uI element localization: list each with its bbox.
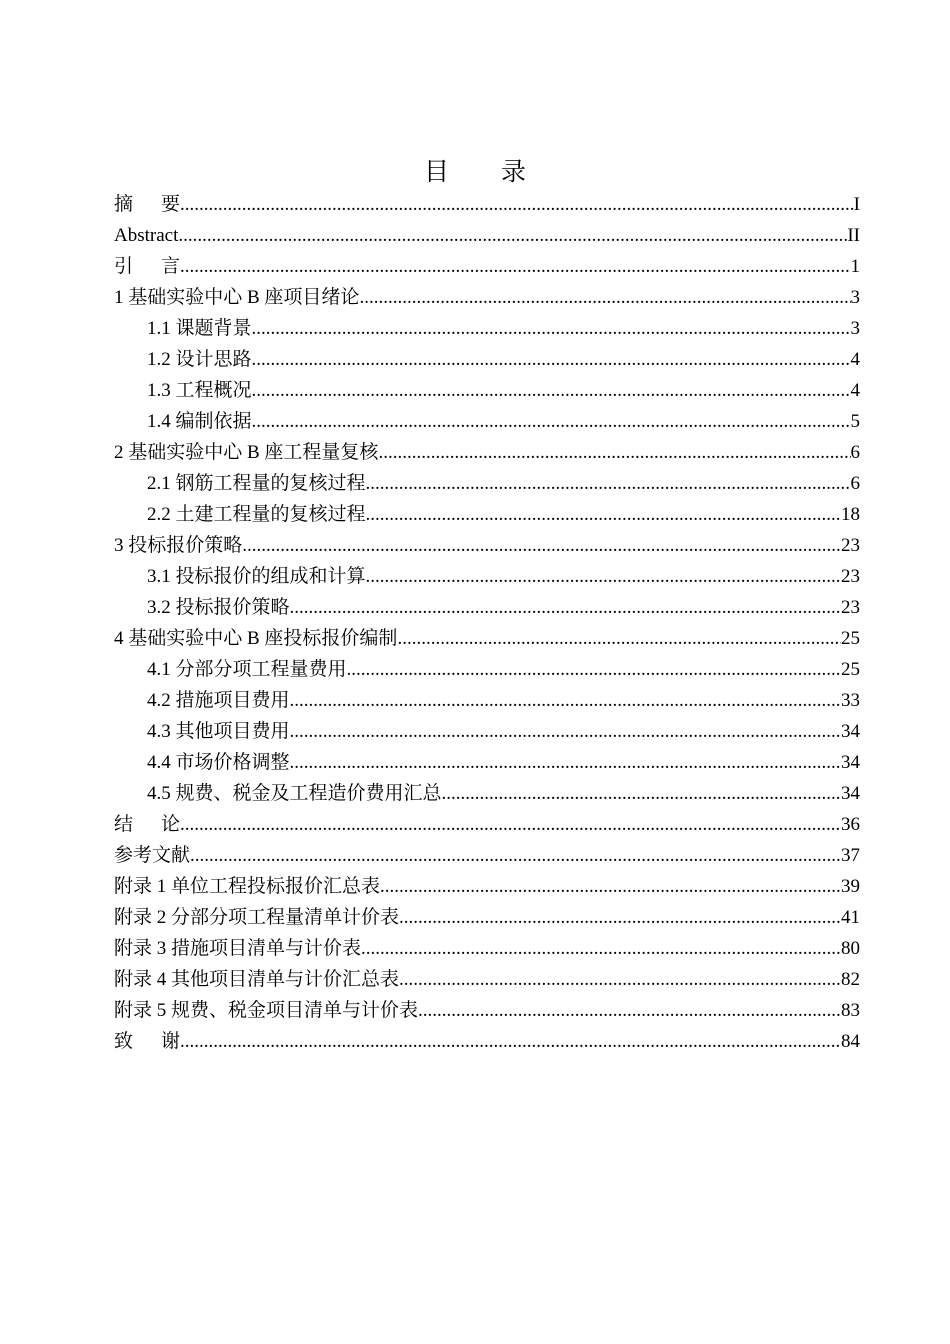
toc-entry-page: 18	[841, 504, 860, 525]
toc-leader-dots	[290, 685, 841, 716]
toc-entry[interactable]	[114, 375, 860, 406]
toc-leader-dots	[399, 964, 841, 995]
toc-leader-dots	[252, 313, 851, 344]
toc-entry-page: 39	[841, 876, 860, 897]
toc-leader-dots	[290, 747, 841, 778]
toc-entry[interactable]	[114, 282, 860, 313]
toc-entry-label: 4.2 措施项目费用	[147, 690, 290, 711]
toc-entry[interactable]	[114, 561, 860, 592]
toc-leader-dots	[359, 282, 850, 313]
toc-entry-label: 1 基础实验中心 B 座项目绪论	[114, 287, 360, 308]
toc-entry[interactable]	[114, 406, 860, 437]
toc-entry-label: 附录 3 措施项目清单与计价表	[114, 938, 362, 959]
toc-entry-label: 4.4 市场价格调整	[147, 752, 290, 773]
toc-entry[interactable]	[114, 623, 860, 654]
toc-entry-label: 附录 5 规费、税金项目清单与计价表	[114, 1000, 419, 1021]
toc-leader-dots	[180, 251, 850, 282]
toc-entry-page: 6	[850, 442, 860, 463]
toc-entry-label: 3.1 投标报价的组成和计算	[147, 566, 366, 587]
toc-entry-page: 41	[841, 907, 860, 928]
toc-entry-label: 4.5 规费、税金及工程造价费用汇总	[147, 783, 442, 804]
toc-entry-label: 3.2 投标报价策略	[147, 597, 290, 618]
toc-entry[interactable]	[114, 251, 860, 282]
toc-leader-dots	[361, 933, 841, 964]
toc-entry-label: 4 基础实验中心 B 座投标报价编制	[114, 628, 398, 649]
toc-entry[interactable]	[114, 933, 860, 964]
table-of-contents	[114, 189, 860, 1057]
toc-entry[interactable]	[114, 344, 860, 375]
toc-entry-label: 致谢	[114, 1031, 181, 1052]
toc-entry-label: 1.3 工程概况	[147, 380, 252, 401]
toc-entry[interactable]	[114, 747, 860, 778]
toc-leader-dots	[180, 809, 841, 840]
toc-leader-dots	[252, 375, 851, 406]
toc-entry-page: 82	[841, 969, 860, 990]
toc-leader-dots	[418, 995, 841, 1026]
toc-leader-dots	[378, 437, 850, 468]
toc-leader-dots	[366, 561, 841, 592]
toc-entry-label: 1.1 课题背景	[147, 318, 252, 339]
toc-entry-page: I	[853, 194, 860, 215]
toc-leader-dots	[178, 220, 847, 251]
toc-entry-page: 23	[841, 566, 860, 587]
toc-entry-label: 引言	[114, 256, 181, 277]
toc-entry[interactable]	[114, 840, 860, 871]
toc-entry-label: 3 投标报价策略	[114, 535, 243, 556]
toc-entry[interactable]	[114, 809, 860, 840]
toc-entry-page: 84	[841, 1031, 860, 1052]
toc-leader-dots	[290, 716, 841, 747]
toc-entry-page: 83	[841, 1000, 860, 1021]
toc-leader-dots	[366, 468, 851, 499]
toc-entry-page: 37	[841, 845, 860, 866]
toc-entry[interactable]	[114, 220, 860, 251]
toc-leader-dots	[442, 778, 841, 809]
toc-entry-page: 34	[841, 752, 860, 773]
toc-leader-dots	[242, 530, 841, 561]
toc-leader-dots	[366, 499, 841, 530]
toc-entry-page: 4	[850, 349, 860, 370]
toc-entry[interactable]	[114, 871, 860, 902]
toc-entry-label: 结论	[114, 814, 181, 835]
toc-entry-page: 3	[850, 318, 860, 339]
toc-entry-page: 23	[841, 535, 860, 556]
toc-leader-dots	[347, 654, 841, 685]
toc-entry[interactable]	[114, 499, 860, 530]
toc-title: 目录	[423, 157, 578, 186]
toc-entry-label: 1.4 编制依据	[147, 411, 252, 432]
toc-entry[interactable]	[114, 468, 860, 499]
toc-entry[interactable]	[114, 530, 860, 561]
toc-leader-dots	[290, 592, 841, 623]
toc-leader-dots	[190, 840, 841, 871]
toc-entry[interactable]	[114, 685, 860, 716]
toc-entry-page: 34	[841, 783, 860, 804]
toc-entry[interactable]	[114, 654, 860, 685]
toc-leader-dots	[180, 1026, 841, 1057]
toc-entry-page: 25	[841, 628, 860, 649]
toc-entry-page: 5	[850, 411, 860, 432]
toc-entry-page: 1	[850, 256, 860, 277]
toc-entry-page: 6	[850, 473, 860, 494]
toc-entry-page: 34	[841, 721, 860, 742]
toc-entry-page: 3	[850, 287, 860, 308]
toc-leader-dots	[380, 871, 841, 902]
toc-entry-label: 附录 1 单位工程投标报价汇总表	[114, 876, 381, 897]
toc-entry-label: 2.2 土建工程量的复核过程	[147, 504, 366, 525]
toc-entry-page: 23	[841, 597, 860, 618]
toc-entry[interactable]	[114, 778, 860, 809]
toc-entry-label: 2 基础实验中心 B 座工程量复核	[114, 442, 379, 463]
toc-entry-label: 1.2 设计思路	[147, 349, 252, 370]
toc-leader-dots	[252, 406, 851, 437]
toc-leader-dots	[180, 189, 854, 220]
toc-entry[interactable]	[114, 313, 860, 344]
toc-entry[interactable]	[114, 964, 860, 995]
toc-entry-page: 36	[841, 814, 860, 835]
toc-entry-page: 4	[850, 380, 860, 401]
toc-entry-label: 2.1 钢筋工程量的复核过程	[147, 473, 366, 494]
toc-entry-page: II	[847, 225, 860, 246]
toc-entry[interactable]	[114, 1026, 860, 1057]
toc-leader-dots	[399, 902, 841, 933]
toc-entry[interactable]	[114, 189, 860, 220]
toc-entry[interactable]	[114, 592, 860, 623]
toc-entry[interactable]	[114, 995, 860, 1026]
toc-entry-label: 4.3 其他项目费用	[147, 721, 290, 742]
toc-entry-label: 4.1 分部分项工程量费用	[147, 659, 347, 680]
toc-leader-dots	[252, 344, 851, 375]
toc-entry-label: 参考文献	[114, 845, 191, 866]
toc-entry-page: 80	[841, 938, 860, 959]
toc-entry-page: 33	[841, 690, 860, 711]
toc-entry-label: 附录 4 其他项目清单与计价汇总表	[114, 969, 400, 990]
toc-leader-dots	[397, 623, 841, 654]
toc-entry-label: 附录 2 分部分项工程量清单计价表	[114, 907, 400, 928]
toc-entry[interactable]	[114, 902, 860, 933]
toc-entry[interactable]	[114, 437, 860, 468]
toc-entry[interactable]	[114, 716, 860, 747]
toc-entry-label: Abstract	[114, 225, 179, 246]
toc-entry-label: 摘要	[114, 194, 181, 215]
toc-entry-page: 25	[841, 659, 860, 680]
